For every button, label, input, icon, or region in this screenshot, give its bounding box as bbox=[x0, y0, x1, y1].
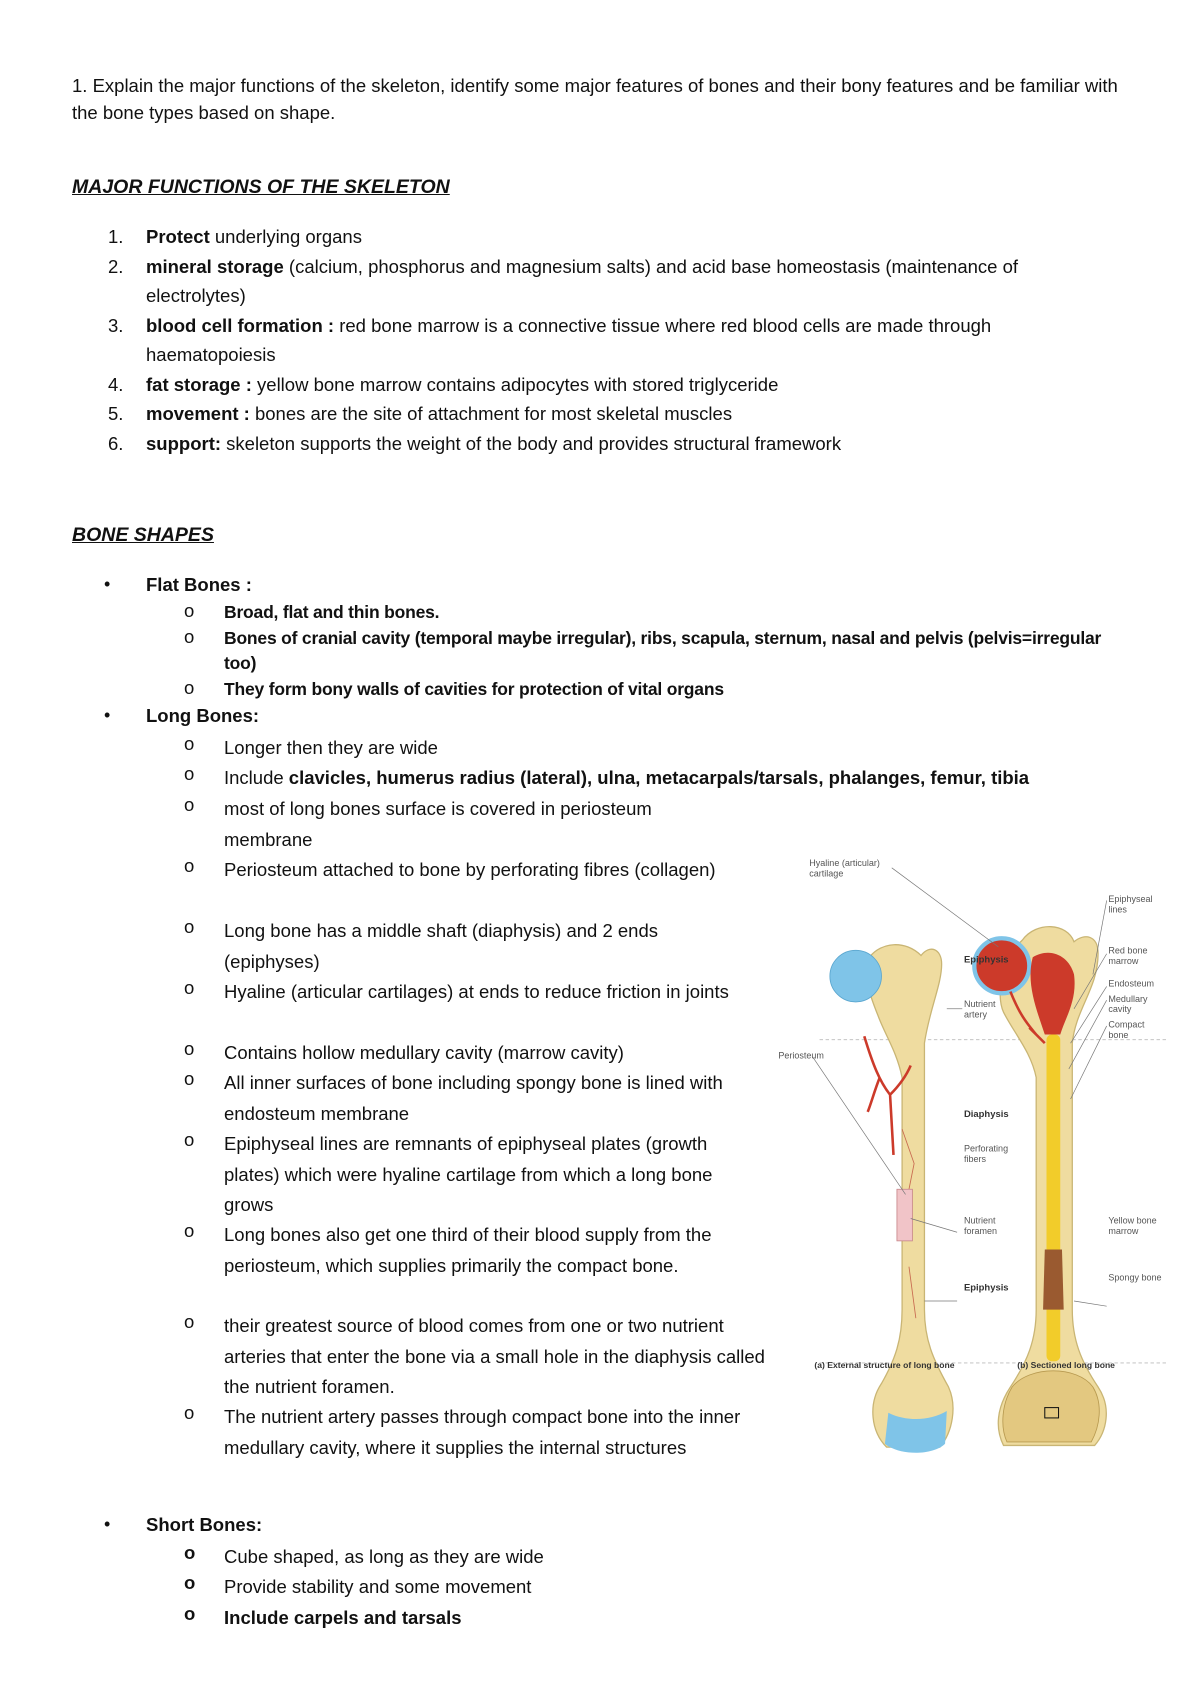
function-item: 5. movement : bones are the site of attachment for most skeletal muscles bbox=[108, 403, 733, 424]
document-page: 1. Explain the major functions of the skeleton, identify some major features of bones and their bony features and be familiar with the bone types based on shape. MAJOR FUNCTIONS OF THE SKELETON 1. Protect underlying organs 2. mineral storage (calcium, phosphorus and magnesium salts) and acid base homeostasis (maintenance of electrolytes) 3. blood cell formation : red bone marrow is a connective tissue where red blood cells are made through haematopoiesis 4. fat storage : yellow bone marrow contains adipocytes with stored triglyceride 5. movement : bones are the site of attachment for most skeletal muscles 6. support: skeleton supports the weight of the body and provides structural framework BONE SHAPES • Flat Bones : o Broad, flat and thin bones. o Bones of cranial cavity (temporal maybe irregular), ribs, scapula, sternum, nasal and pelvis (pelvis=irregular too) o They form bony walls of cavities for protection of vital organs • Long Bones: o Longer then they are wide o Include clavicles, humerus radius (lateral), ulna, metacarpals/tarsals, phalanges, femur, tibia o most of long bones surface is covered in periosteum membrane o Periosteum attached to bone by perforating fibres (collagen) o Long bone has a middle shaft (diaphysis) and 2 ends (epiphyses) o Hyaline (articular cartilages) at ends to reduce friction in joints o Contains hollow medullary cavity (marrow cavity) o All inner surfaces of bone including spongy bone is lined with endosteum membrane o Epiphyseal lines are remnants of epiphyseal plates (growth plates) which were hyaline cartilage from which a long bone grows o Long bones also get one third of their blood supply from the periosteum, which supplies primarily the compact bone. o their greatest source of blood comes from one or two nutrient arteries that enter the bone via a small hole in the diaphysis called the nutrient foramen. o The nutrient artery passes through compact bone into the inner medullary cavity, where it supplies the internal structures • Short Bones: o Cube shaped, as long as they are wide o Provide stability and some movement o Include carpels and tarsals Hyaline (articular) cartilage Epiphyseal lines Red bone marrow Epiphysis Endosteum Nutrient artery Medullary cavity Compact bone Periosteum Diaphysis Perforating fibers Nutrient foramen Yellow bone marrow Spongy bone Epiphysis (a) External structure of long bone (b) Sectioned long bone bbox=[0, 0, 1200, 1698]
bullet-icon: • bbox=[104, 1514, 111, 1534]
label-epiphyseal-lines: Epiphyseal bbox=[1108, 894, 1153, 905]
label-yellow-marrow-2: marrow bbox=[1108, 1225, 1139, 1236]
bullet-icon: • bbox=[104, 574, 111, 594]
yellow-marrow-lower bbox=[1043, 1249, 1064, 1309]
label-medullary-2: cavity bbox=[1108, 1004, 1132, 1015]
label-diaphysis: Diaphysis bbox=[963, 1109, 1009, 1121]
label-perforating-2: fibers bbox=[963, 1153, 987, 1164]
function-item: 4. fat storage : yellow bone marrow contains adipocytes with stored triglyceride bbox=[108, 373, 779, 395]
caption-external: (a) External structure of long bone bbox=[814, 1360, 955, 1371]
label-perforating: Perforating bbox=[963, 1143, 1009, 1154]
function-item: 6. support: skeleton supports the weight of the body and provides structural framework bbox=[108, 432, 842, 454]
label-hyaline: Hyaline (articular) bbox=[809, 858, 880, 869]
caption-sectioned: (b) Sectioned long bone bbox=[1017, 1360, 1115, 1371]
label-epiphysis-bottom: Epiphysis bbox=[963, 1282, 1009, 1294]
femoral-head-cartilage bbox=[830, 950, 882, 1002]
shapes-heading: BONE SHAPES bbox=[72, 524, 214, 546]
label-compact: Compact bbox=[1108, 1019, 1145, 1030]
functions-list bbox=[72, 222, 1112, 458]
red-marrow-head bbox=[974, 938, 1029, 993]
functions-heading: MAJOR FUNCTIONS OF THE SKELETON bbox=[72, 176, 450, 198]
yellow-marrow-cavity bbox=[1047, 1035, 1061, 1362]
function-item: 3. blood cell formation : red bone marrow is a connective tissue where red blood cells are made through haematopoiesis bbox=[108, 314, 992, 365]
label-medullary: Medullary bbox=[1108, 993, 1148, 1004]
label-endosteum: Endosteum bbox=[1108, 978, 1155, 989]
bullet-icon: • bbox=[104, 705, 111, 725]
label-spongy-bone: Spongy bone bbox=[1108, 1272, 1162, 1283]
label-periosteum: Periosteum bbox=[778, 1050, 824, 1061]
function-item: 2. mineral storage (calcium, phosphorus and magnesium salts) and acid base homeostasis (maintenance of electrolytes) bbox=[108, 255, 1018, 306]
label-epiphysis-top: Epiphysis bbox=[963, 954, 1009, 966]
label-epiphyseal-lines-2: lines bbox=[1108, 904, 1127, 915]
label-nutrient-artery-2: artery bbox=[963, 1009, 988, 1020]
label-nutrient-foramen: Nutrient bbox=[963, 1215, 996, 1226]
label-yellow-marrow: Yellow bone bbox=[1108, 1215, 1157, 1226]
label-cartilage: cartilage bbox=[809, 868, 844, 879]
label-nutrient-foramen-2: foramen bbox=[963, 1225, 998, 1236]
spongy-bone-distal bbox=[1003, 1371, 1099, 1442]
label-compact-2: bone bbox=[1108, 1029, 1129, 1040]
label-red-marrow-2: marrow bbox=[1108, 956, 1139, 967]
short-bones-title: Short Bones: bbox=[146, 1514, 263, 1535]
label-red-marrow: Red bone bbox=[1108, 945, 1148, 956]
long-bone-diagram bbox=[768, 808, 1172, 1476]
label-nutrient-artery: Nutrient bbox=[963, 999, 996, 1010]
intro-paragraph: 1. Explain the major functions of the skeleton, identify some major features of bones and their bony features and be familiar with the bone types based on shape. bbox=[72, 75, 1118, 123]
long-bones-title: Long Bones: bbox=[146, 705, 260, 726]
function-item: 1. Protect underlying organs bbox=[108, 226, 362, 247]
periosteum-flap bbox=[897, 1189, 912, 1241]
flat-bones-title: Flat Bones : bbox=[146, 574, 252, 595]
